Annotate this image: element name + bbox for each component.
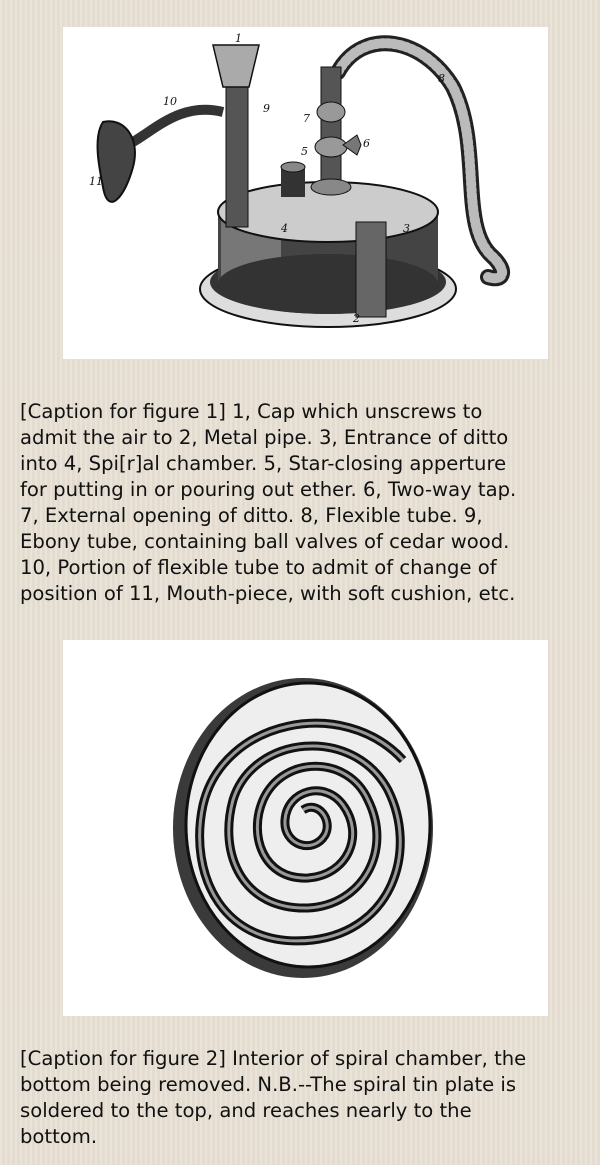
spiral-engraving [63,640,548,1016]
label-2: 2 [353,312,360,325]
inhaler-engraving [63,27,548,359]
figure-1-ether-inhaler-illustration [63,27,548,359]
ebony-tube-9 [226,87,248,227]
label-11: 11 [89,175,103,188]
label-1: 1 [235,32,242,45]
mouth-piece-11 [98,121,135,202]
label-6: 6 [363,137,370,150]
figure-1-caption: [Caption for figure 1] 1, Cap which unscrews to admit the air to 2, Metal pipe. 3, Entrance of ditto into 4, Spi[r]al chamber. 5, Star-closing apperture for putting in or pouring out ether. 6, Two-way tap. 7, External opening of ditto. 8, Flexible tube. 9, Ebony tube, containing ball valves of cedar wood. 10, Portion of flexible tube to admit of change of position of 11, Mouth-piece, with soft cushion, etc. [20,400,517,605]
label-7: 7 [303,112,310,125]
entrance-3 [356,222,386,317]
label-5: 5 [301,145,308,158]
figure-2-caption: [Caption for figure 2] Interior of spiral chamber, the bottom being removed. N.B.--The spiral tin plate is soldered to the top, and reaches nearly to the bottom. [20,1047,527,1148]
label-4: 4 [281,222,288,235]
label-10: 10 [163,95,177,108]
label-9: 9 [263,102,270,115]
two-way-tap-6 [321,67,341,187]
label-3: 3 [403,222,410,235]
flexible-portion-10 [133,110,223,142]
figure-2-spiral-chamber-illustration [63,640,548,1016]
cap-1 [213,45,259,87]
label-8: 8 [438,72,445,85]
